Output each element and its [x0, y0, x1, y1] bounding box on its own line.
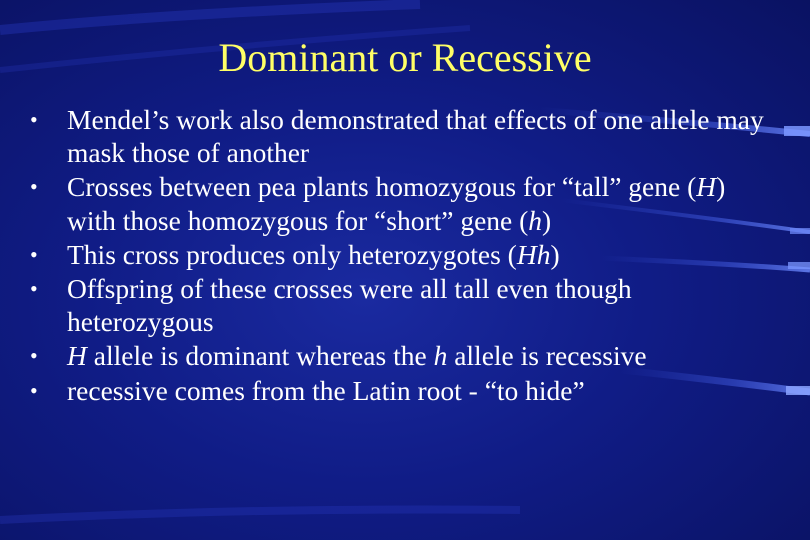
bullet-item — [30, 170, 770, 236]
bullet-text — [67, 340, 647, 371]
bullet-marker: • — [30, 174, 38, 200]
bullet-text-run: ) — [542, 204, 552, 236]
bullet-item — [30, 272, 770, 338]
bullet-text — [67, 104, 764, 168]
bullet-marker: • — [30, 241, 38, 267]
bullet-text-run: H — [696, 171, 717, 203]
bullet-text-run: ) — [550, 238, 560, 270]
bullet-text-run: ) with those homozygous for “short” gene ( — [67, 171, 726, 236]
bullet-text-run: This cross produces only heterozygotes ( — [67, 238, 517, 270]
bullet-text — [67, 273, 632, 337]
bullet-list — [30, 103, 770, 408]
bullet-text — [67, 171, 725, 235]
bullet-text-run: Offspring of these crosses were all tall even though heterozygous — [67, 273, 632, 338]
bullet-marker: • — [30, 377, 38, 403]
bullet-text-run: Crosses between pea plants homozygous for “tall” gene ( — [67, 171, 697, 203]
bullet-text-run: allele is dominant whereas the — [86, 340, 434, 372]
bullet-text-run: h — [528, 204, 543, 236]
bullet-text-run: recessive comes from the Latin root - “to hide” — [67, 374, 585, 406]
bullet-item — [30, 103, 770, 169]
bullet-text-run: Hh — [516, 238, 551, 270]
bullet-marker: • — [30, 343, 38, 369]
bullet-text — [67, 375, 585, 406]
bullet-text-run: allele is recessive — [447, 340, 647, 372]
bullet-text-run: h — [433, 340, 448, 372]
bullet-text — [67, 239, 560, 270]
bullet-marker: • — [30, 276, 38, 302]
bullet-text-run: H — [67, 340, 87, 372]
bullet-text-run: Mendel’s work also demonstrated that effects of one allele may mask those of another — [67, 104, 764, 169]
bullet-item — [30, 339, 770, 372]
slide-title: Dominant or Recessive — [218, 35, 592, 80]
bullet-marker: • — [30, 107, 38, 132]
bullet-item — [30, 238, 770, 271]
bullet-item — [30, 374, 770, 407]
